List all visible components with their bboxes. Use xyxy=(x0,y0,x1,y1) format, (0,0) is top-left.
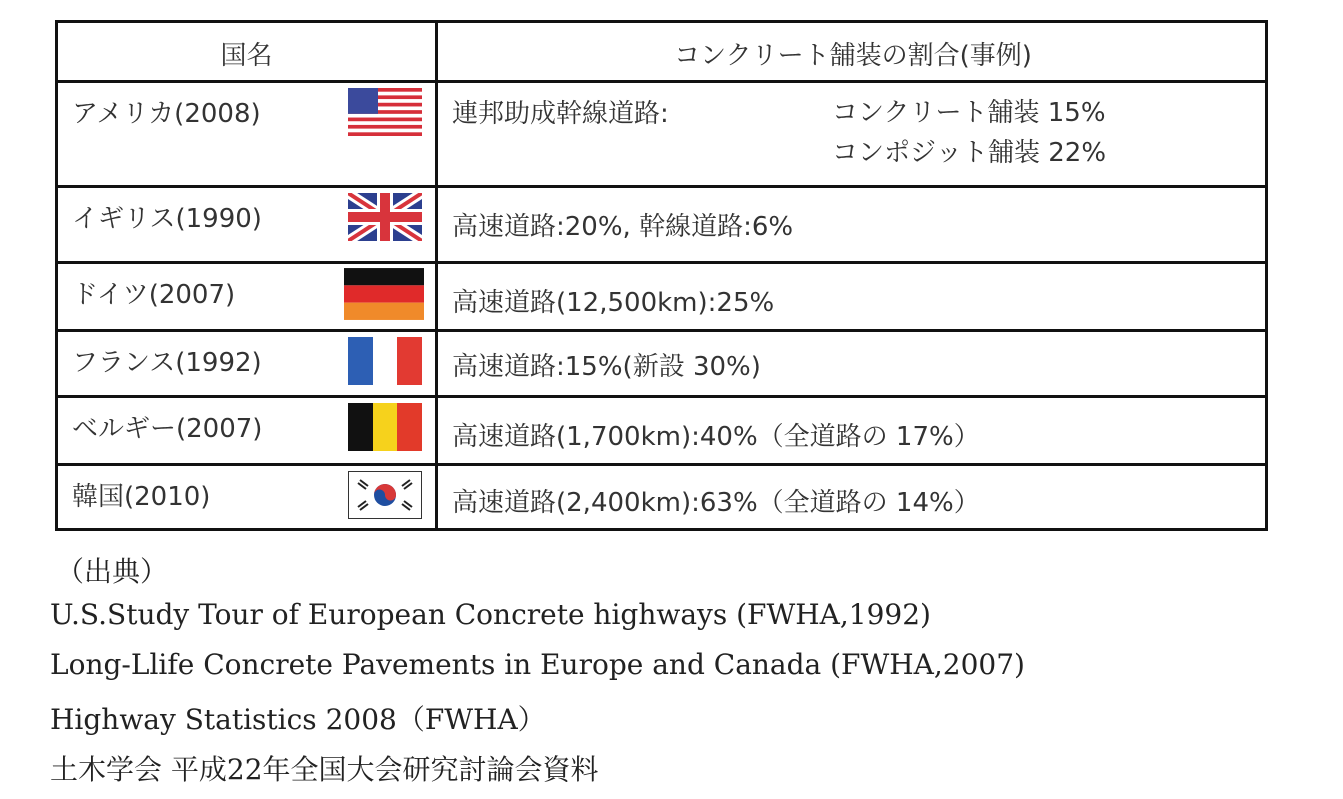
uk-flag-icon xyxy=(348,193,422,241)
header-country: 国名 xyxy=(220,41,273,71)
sources-heading: （出典） xyxy=(56,555,169,588)
country-name: ベルギー(2007) xyxy=(72,414,263,444)
table-header-row xyxy=(58,23,1265,80)
ratio-line-composite: コンポジット舗装 22% xyxy=(832,138,1107,168)
germany-flag-icon xyxy=(344,266,424,322)
korea-flag-icon xyxy=(348,471,422,519)
table-row-belgium xyxy=(58,395,1265,463)
table-row-usa xyxy=(58,80,1265,185)
country-name: フランス(1992) xyxy=(72,348,262,378)
source-item: U.S.Study Tour of European Concrete highways (FWHA,1992) xyxy=(50,598,931,631)
ratio-text: 高速道路:15%(新設 30%) xyxy=(452,352,761,382)
country-name: 韓国(2010) xyxy=(72,482,211,512)
pavement-ratio-table xyxy=(55,20,1268,531)
table-row-germany xyxy=(58,261,1265,329)
ratio-text: 高速道路:20%, 幹線道路:6% xyxy=(452,212,794,242)
ratio-lines xyxy=(832,93,1106,173)
table-row-france xyxy=(58,329,1265,395)
france-flag-icon xyxy=(348,337,422,385)
country-name: イギリス(1990) xyxy=(72,204,262,234)
source-item: Long-Llife Concrete Pavements in Europe and Canada (FWHA,2007) xyxy=(50,648,1025,681)
source-item: 土木学会 平成22年全国大会研究討論会資料 xyxy=(50,753,599,786)
source-item: Highway Statistics 2008（FWHA） xyxy=(50,703,546,736)
country-name: アメリカ(2008) xyxy=(72,99,261,129)
table-row-uk xyxy=(58,185,1265,261)
us-flag-icon xyxy=(348,88,422,136)
ratio-text: 高速道路(12,500km):25% xyxy=(452,288,775,318)
header-ratio: コンクリート舗装の割合(事例) xyxy=(674,41,1032,71)
table-row-korea xyxy=(58,463,1265,528)
country-name: ドイツ(2007) xyxy=(72,280,236,310)
ratio-text: 高速道路(2,400km):63%（全道路の 14%） xyxy=(452,488,980,518)
ratio-line-concrete: コンクリート舗装 15% xyxy=(832,98,1106,128)
belgium-flag-icon xyxy=(348,403,422,451)
ratio-text: 高速道路(1,700km):40%（全道路の 17%） xyxy=(452,422,980,452)
ratio-text: 連邦助成幹線道路: xyxy=(452,99,669,129)
